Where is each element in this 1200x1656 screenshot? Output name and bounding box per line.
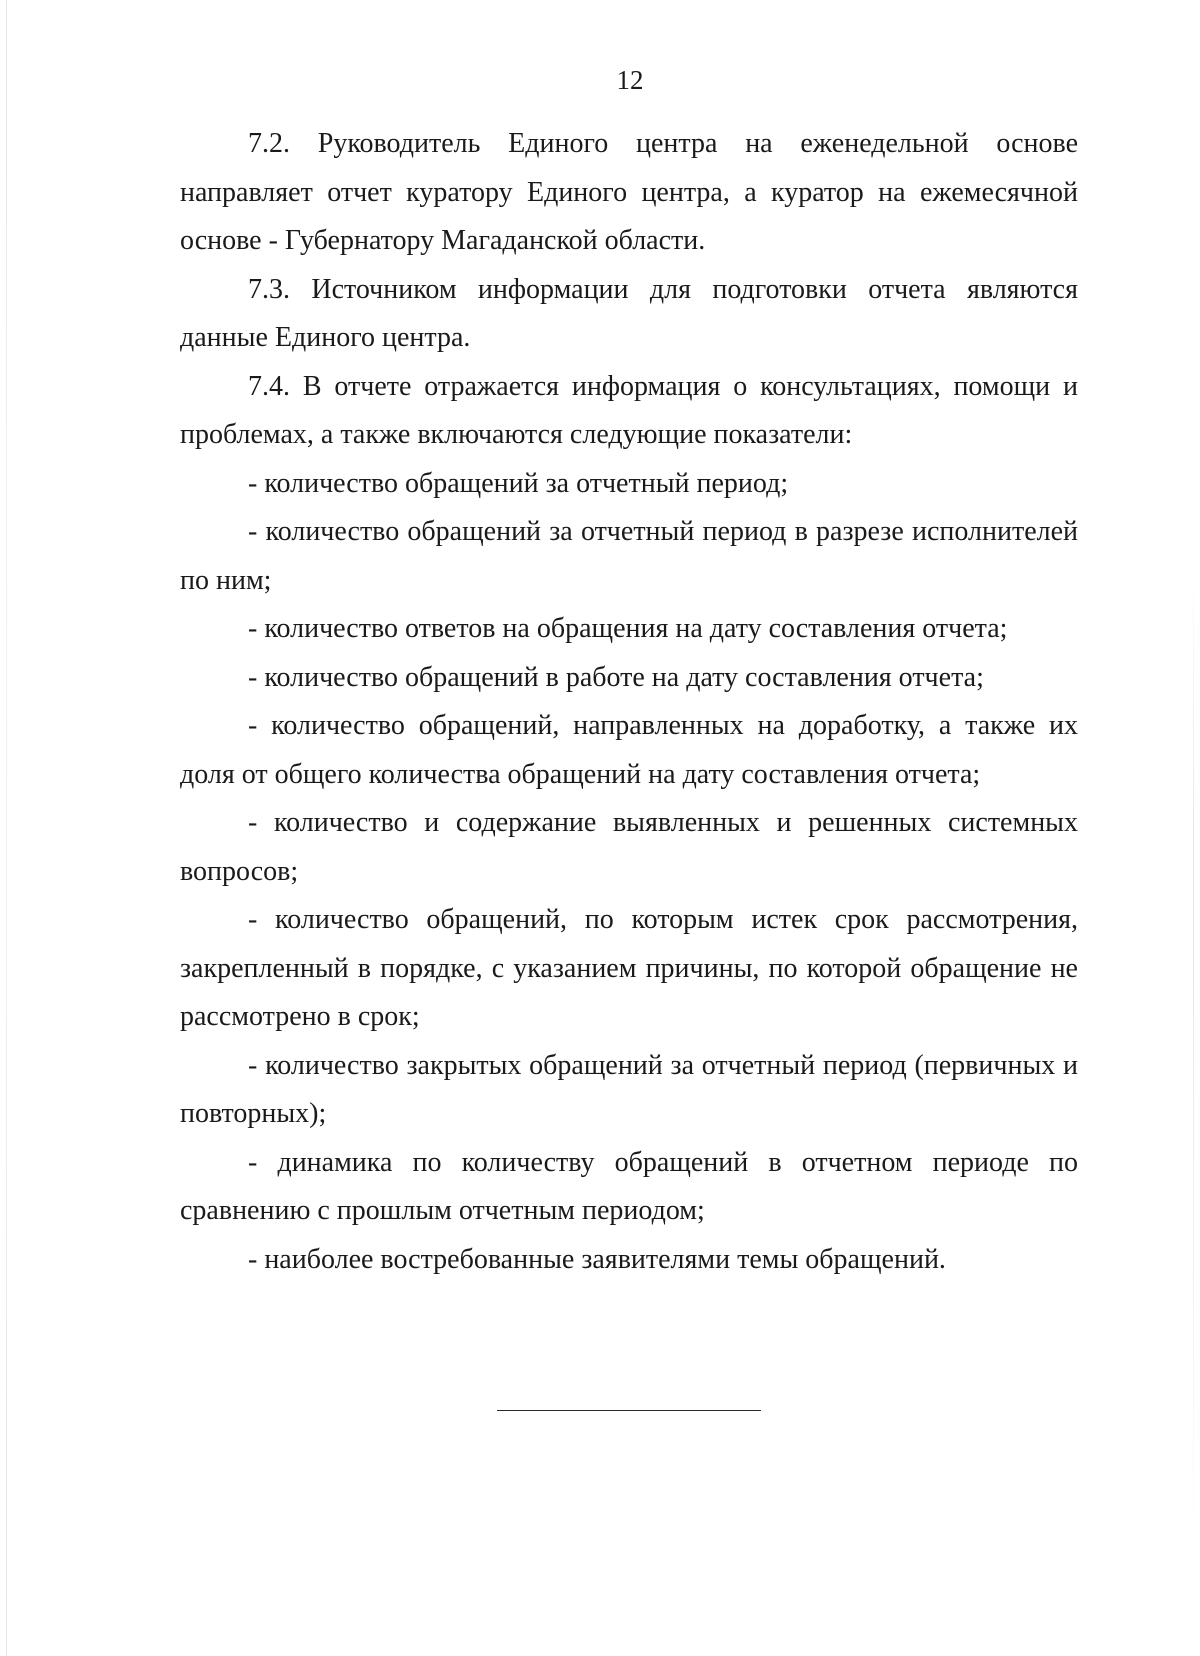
page-number: 12 [616,65,644,95]
list-item-indicator-3: - количество ответов на обращения на дату составления отчета; [248,613,1008,644]
paragraph-7-2: 7.2. Руководитель Единого центра на еженедельной основе направляет отчет куратору Единого центра, а куратор на ежемесячной основе - Губернатору Магаданской области. [180,128,1078,256]
list-item-indicator-7: - количество обращений, по которым истек срок рассмотрения, закрепленный в порядке, с указанием причины, по которой обращение не рассмотрено в срок; [180,904,1078,1032]
list-item-indicator-6: - количество и содержание выявленных и решенных системных вопросов; [180,807,1078,887]
document-body [180,120,1078,1284]
paragraph-7-3: 7.3. Источником информации для подготовки отчета являются данные Единого центра. [180,273,1078,353]
scan-edge-right [1193,560,1194,1560]
list-item-indicator-1: - количество обращений за отчетный период; [248,467,789,499]
list-item-indicator-8: - количество закрытых обращений за отчетный период (первичных и повторных); [180,1049,1078,1129]
list-item-indicator-4: - количество обращений в работе на дату составления отчета; [248,661,984,693]
list-item-indicator-10: - наиболее востребованные заявителями темы обращений. [248,1243,946,1275]
list-item-indicator-2: - количество обращений за отчетный период в разрезе исполнителей по ним; [180,516,1078,596]
paragraph-7-4: 7.4. В отчете отражается информация о консультациях, помощи и проблемах, а также включаются следующие показатели: [180,370,1078,450]
list-item-indicator-5: - количество обращений, направленных на доработку, а также их доля от общего количества обращений на дату составления отчета; [180,710,1078,790]
list-item-indicator-9: - динамика по количеству обращений в отчетном периоде по сравнению с прошлым отчетным периодом; [180,1146,1078,1226]
scan-edge-left [6,0,7,1656]
end-of-document-rule [497,1410,761,1411]
